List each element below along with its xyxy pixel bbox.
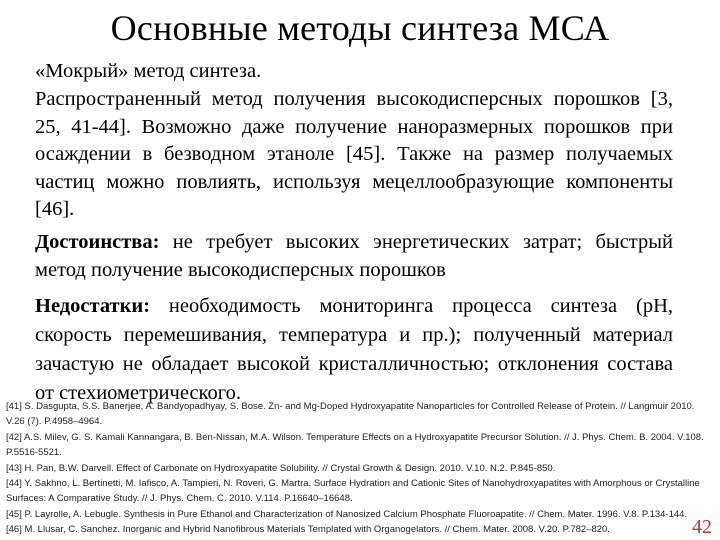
reference-item: [44] Y. Sakhno, L. Bertinetti, M. Iafisco, A. Tampieri, N. Roveri, G. Martra. Surface Hydration and Cationic Sites of Nanohydroxyapatites with Amorphous or Crystalline Surfaces: A Comparative Study. // J. Phys. Chem. C. 2010. V.114. P.16640–16648. [6, 478, 700, 505]
advantages-label: Достоинства: [35, 231, 160, 253]
disadvantages-text: необходимость мониторинга процесса синтеза (pH, скорость перемешивания, температура и пр.); полученный материал зачастую не обладает высокой кристалличностью; отклонения состава от стехиометрического. [35, 295, 673, 404]
disadvantages-paragraph [35, 292, 673, 408]
advantages-text: не требует высоких энергетических затрат; быстрый метод получение высокодисперсных порошков [35, 231, 673, 281]
slide-title: Основные методы синтеза МСА [110, 8, 610, 48]
main-paragraph: Распространенный метод получения высокодисперсных порошков [3, 25, 41-44]. Возможно даже получение наноразмерных порошков при осаждении в безводном этаноле [45]. Также на размер получаемых частиц можно повлиять, используя мецеллообразующие компоненты [46]. [35, 88, 673, 220]
section-title: «Мокрый» метод синтеза. [35, 60, 262, 82]
disadvantages-label: Недостатки: [35, 295, 151, 317]
reference-item: [42] A.S. Milev, G. S. Kamali Kannangara, B. Ben-Nissan, M.A. Wilson. Temperature Effects on a Hydroxyapatite Precursor Solution. // J. Phys. Chem. B. 2004. V.108. P.5516-5521. [6, 431, 704, 459]
reference-item: [45] P. Layrolle, A. Lebugle. Synthesis in Pure Ethanol and Characterization of Nanosized Calcium Phosphate Fluoroapatite. // Chem. Mater. 1996. V.8. P.134-144. [6, 508, 688, 520]
references-list [6, 399, 712, 538]
reference-item: [46] M. Llusar, C. Sanchez. Inorganic and Hybrid Nanofibrous Materials Templated with Organogelators. // Chem. Mater. 2008. V.20. P.782–820. [6, 524, 610, 536]
reference-item: [41] S. Dasgupta, S.S. Banerjee, A. Bandyopadhyay, S. Bose. Zn- and Mg-Doped Hydroxyapatite Nanoparticles for Controlled Release of Protein. // Langmuir 2010. V.26 (7). P.4958–4964. [6, 401, 695, 428]
page-number: 42 [692, 516, 712, 538]
advantages-paragraph [35, 229, 673, 284]
reference-item: [43] H. Pan, B.W. Darvell. Effect of Carbonate on Hydroxyapatite Solubility. // Crystal Growth & Design. 2010. V.10. N.2. P.845-850. [6, 462, 556, 474]
